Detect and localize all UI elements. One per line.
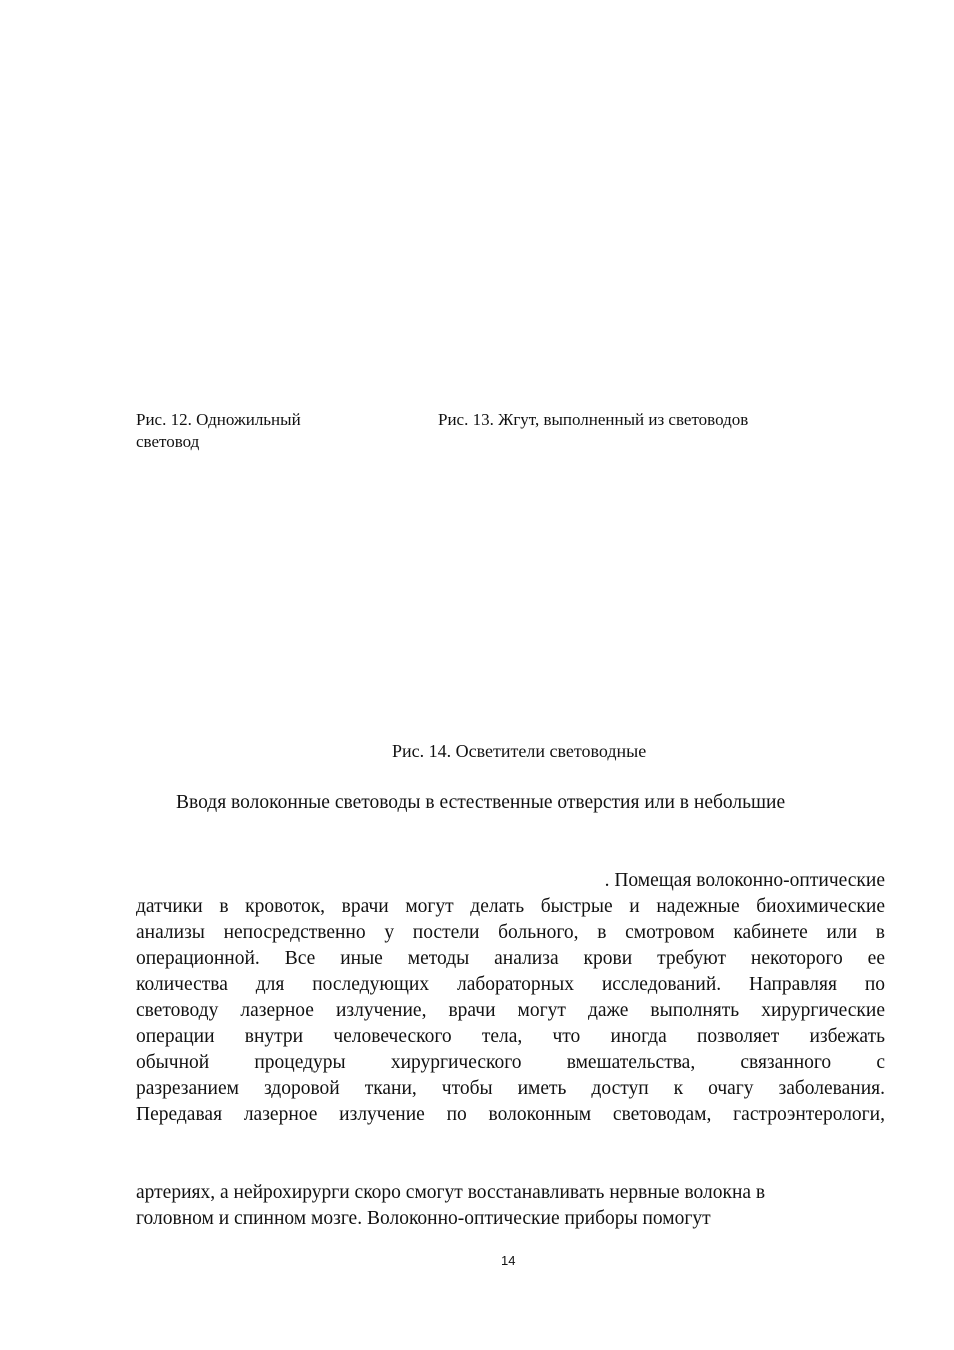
paragraph-2-line-8: обычной процедуры хирургического вмешательства, связанного с [136, 1052, 885, 1073]
paragraph-2-line-7: операции внутри человеческого тела, что иногда позволяет избежать [136, 1026, 885, 1047]
paragraph-2-line-5: количества для последующих лабораторных исследований. Направляя по [136, 974, 885, 995]
paragraph-2-line-6: световоду лазерное излучение, врачи могут даже выполнять хирургические [136, 1000, 885, 1021]
paragraph-2-line-4: операционной. Все иные методы анализа крови требуют некоторого ее [136, 948, 885, 969]
paragraph-1-line-1: Вводя волоконные световоды в естественные отверстия или в небольшие [176, 792, 786, 813]
figure-12-caption [136, 409, 301, 453]
paragraph-2-line-2: датчики в кровоток, врачи могут делать быстрые и надежные биохимические [136, 896, 885, 917]
figure-12-caption-line-1: Рис. 12. Одножильный [136, 410, 301, 429]
page-number: 14 [501, 1253, 516, 1268]
paragraph-3-line-1: артериях, а нейрохирурги скоро смогут восстанавливать нервные волокна в [136, 1182, 766, 1203]
paragraph-2-line-3: анализы непосредственно у постели больного, в смотровом кабинете или в [136, 922, 885, 943]
paragraph-2-line-1: . Помещая волоконно-оптические [604, 870, 885, 891]
paragraph-2-line-9: разрезанием здоровой ткани, чтобы иметь доступ к очагу заболевания. [136, 1078, 885, 1099]
figure-12-caption-line-2: световод [136, 432, 200, 451]
figure-13-caption: Рис. 13. Жгут, выполненный из световодов [438, 410, 749, 429]
figure-14-caption: Рис. 14. Осветители световодные [392, 741, 647, 761]
paragraph-2-line-10: Передавая лазерное излучение по волоконным световодам, гастроэнтерологи, [136, 1104, 885, 1125]
paragraph-3-line-2: головном и спинном мозге. Волоконно-оптические приборы помогут [136, 1208, 711, 1229]
